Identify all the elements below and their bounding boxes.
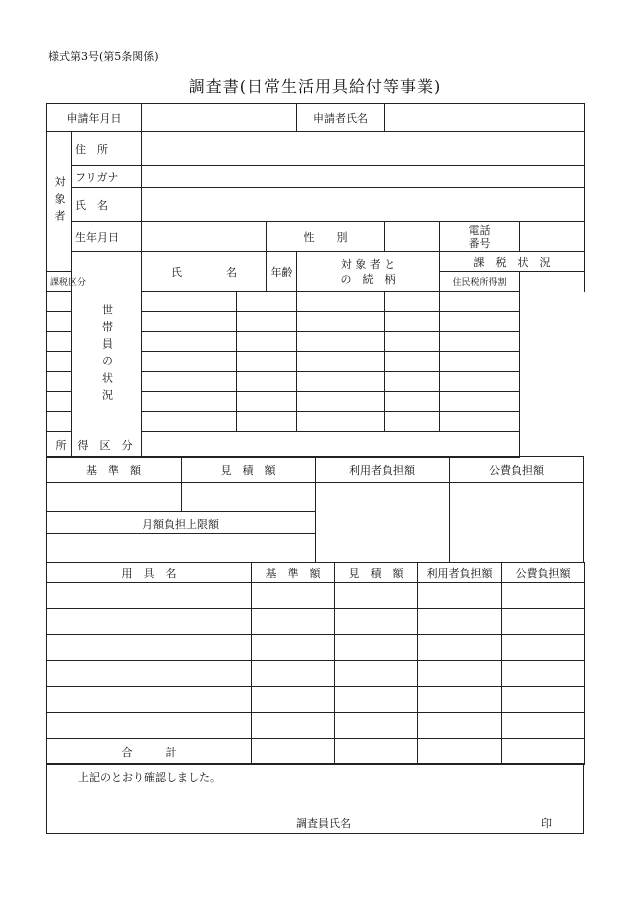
household-col-age: 年齢 (267, 252, 297, 292)
address-field[interactable] (142, 132, 585, 166)
household-col-tax-status: 課 税 状 況 (440, 252, 585, 272)
birthdate-field[interactable] (142, 222, 267, 252)
application-date-label: 申請年月日 (47, 104, 142, 132)
household-row (47, 292, 585, 312)
page-title: 調査書(日常生活用具給付等事業) (188, 77, 442, 96)
gender-label: 性 別 (267, 222, 385, 252)
equipment-row (47, 583, 585, 609)
monthly-cap-field[interactable] (47, 534, 314, 562)
total-standard-field[interactable] (252, 739, 335, 765)
equipment-col-standard: 基 準 額 (252, 563, 335, 583)
household-row (47, 312, 585, 332)
equipment-row (47, 661, 585, 687)
household-row (47, 372, 585, 392)
standard-amount-field[interactable] (47, 483, 180, 510)
household-col-name: 氏 名 (142, 252, 267, 292)
form-number: 様式第3号(第5条関係) (48, 50, 159, 63)
total-estimate-field[interactable] (335, 739, 418, 765)
household-col-relation: 対 象 者 と の 続 柄 (297, 252, 440, 292)
confirmation-text: 上記のとおり確認しました。 (78, 771, 221, 784)
equipment-table (46, 562, 585, 765)
household-row (47, 412, 585, 432)
equipment-row (47, 713, 585, 739)
applicant-name-label: 申請者氏名 (297, 104, 385, 132)
equipment-total-row (47, 739, 585, 765)
household-col-tax-class: 課税区分 (47, 272, 72, 292)
furigana-label: フリガナ (72, 166, 142, 188)
investigator-name-field[interactable] (362, 810, 532, 830)
total-public-burden-field[interactable] (502, 739, 585, 765)
total-user-burden-field[interactable] (418, 739, 502, 765)
income-class-field[interactable] (142, 432, 520, 458)
equipment-total-label: 合 計 (47, 739, 252, 765)
household-row (47, 332, 585, 352)
name-field[interactable] (142, 188, 585, 222)
equipment-col-item: 用 具 名 (47, 563, 252, 583)
equipment-col-user-burden: 利用者負担額 (418, 563, 502, 583)
subject-section-label: 対象者 (47, 132, 72, 272)
applicant-subject-household-table (46, 103, 585, 458)
user-burden-label: 利用者負担額 (349, 464, 415, 477)
income-class-label: 所 得 区 分 (47, 432, 142, 458)
equipment-col-estimate: 見 積 額 (335, 563, 418, 583)
household-col-resident-tax: 住民税所得割 (440, 272, 520, 292)
investigator-name-label: 調査員氏名 (296, 817, 351, 830)
estimate-amount-field[interactable] (182, 483, 314, 510)
standard-amount-label: 基 準 額 (86, 464, 141, 477)
name-label: 氏 名 (72, 188, 142, 222)
phone-field[interactable] (520, 222, 585, 252)
applicant-name-field[interactable] (385, 104, 585, 132)
estimate-amount-label: 見 積 額 (220, 464, 276, 477)
equipment-col-public-burden: 公費負担額 (502, 563, 585, 583)
address-label: 住 所 (72, 132, 142, 166)
phone-label: 電話 番号 (440, 222, 520, 252)
furigana-field[interactable] (142, 166, 585, 188)
birthdate-label: 生年月日 (72, 222, 142, 252)
monthly-cap-label: 月額負担上限額 (142, 518, 219, 531)
public-burden-label: 公費負担額 (489, 464, 544, 477)
equipment-row (47, 609, 585, 635)
user-burden-field[interactable] (316, 483, 448, 562)
household-row (47, 352, 585, 372)
gender-field[interactable] (385, 222, 440, 252)
equipment-row (47, 687, 585, 713)
seal-mark: 印 (541, 817, 552, 830)
application-date-field[interactable] (142, 104, 297, 132)
equipment-row (47, 635, 585, 661)
public-burden-field[interactable] (450, 483, 583, 562)
household-row (47, 392, 585, 412)
household-section-label: 世帯員の状況 (72, 252, 142, 458)
